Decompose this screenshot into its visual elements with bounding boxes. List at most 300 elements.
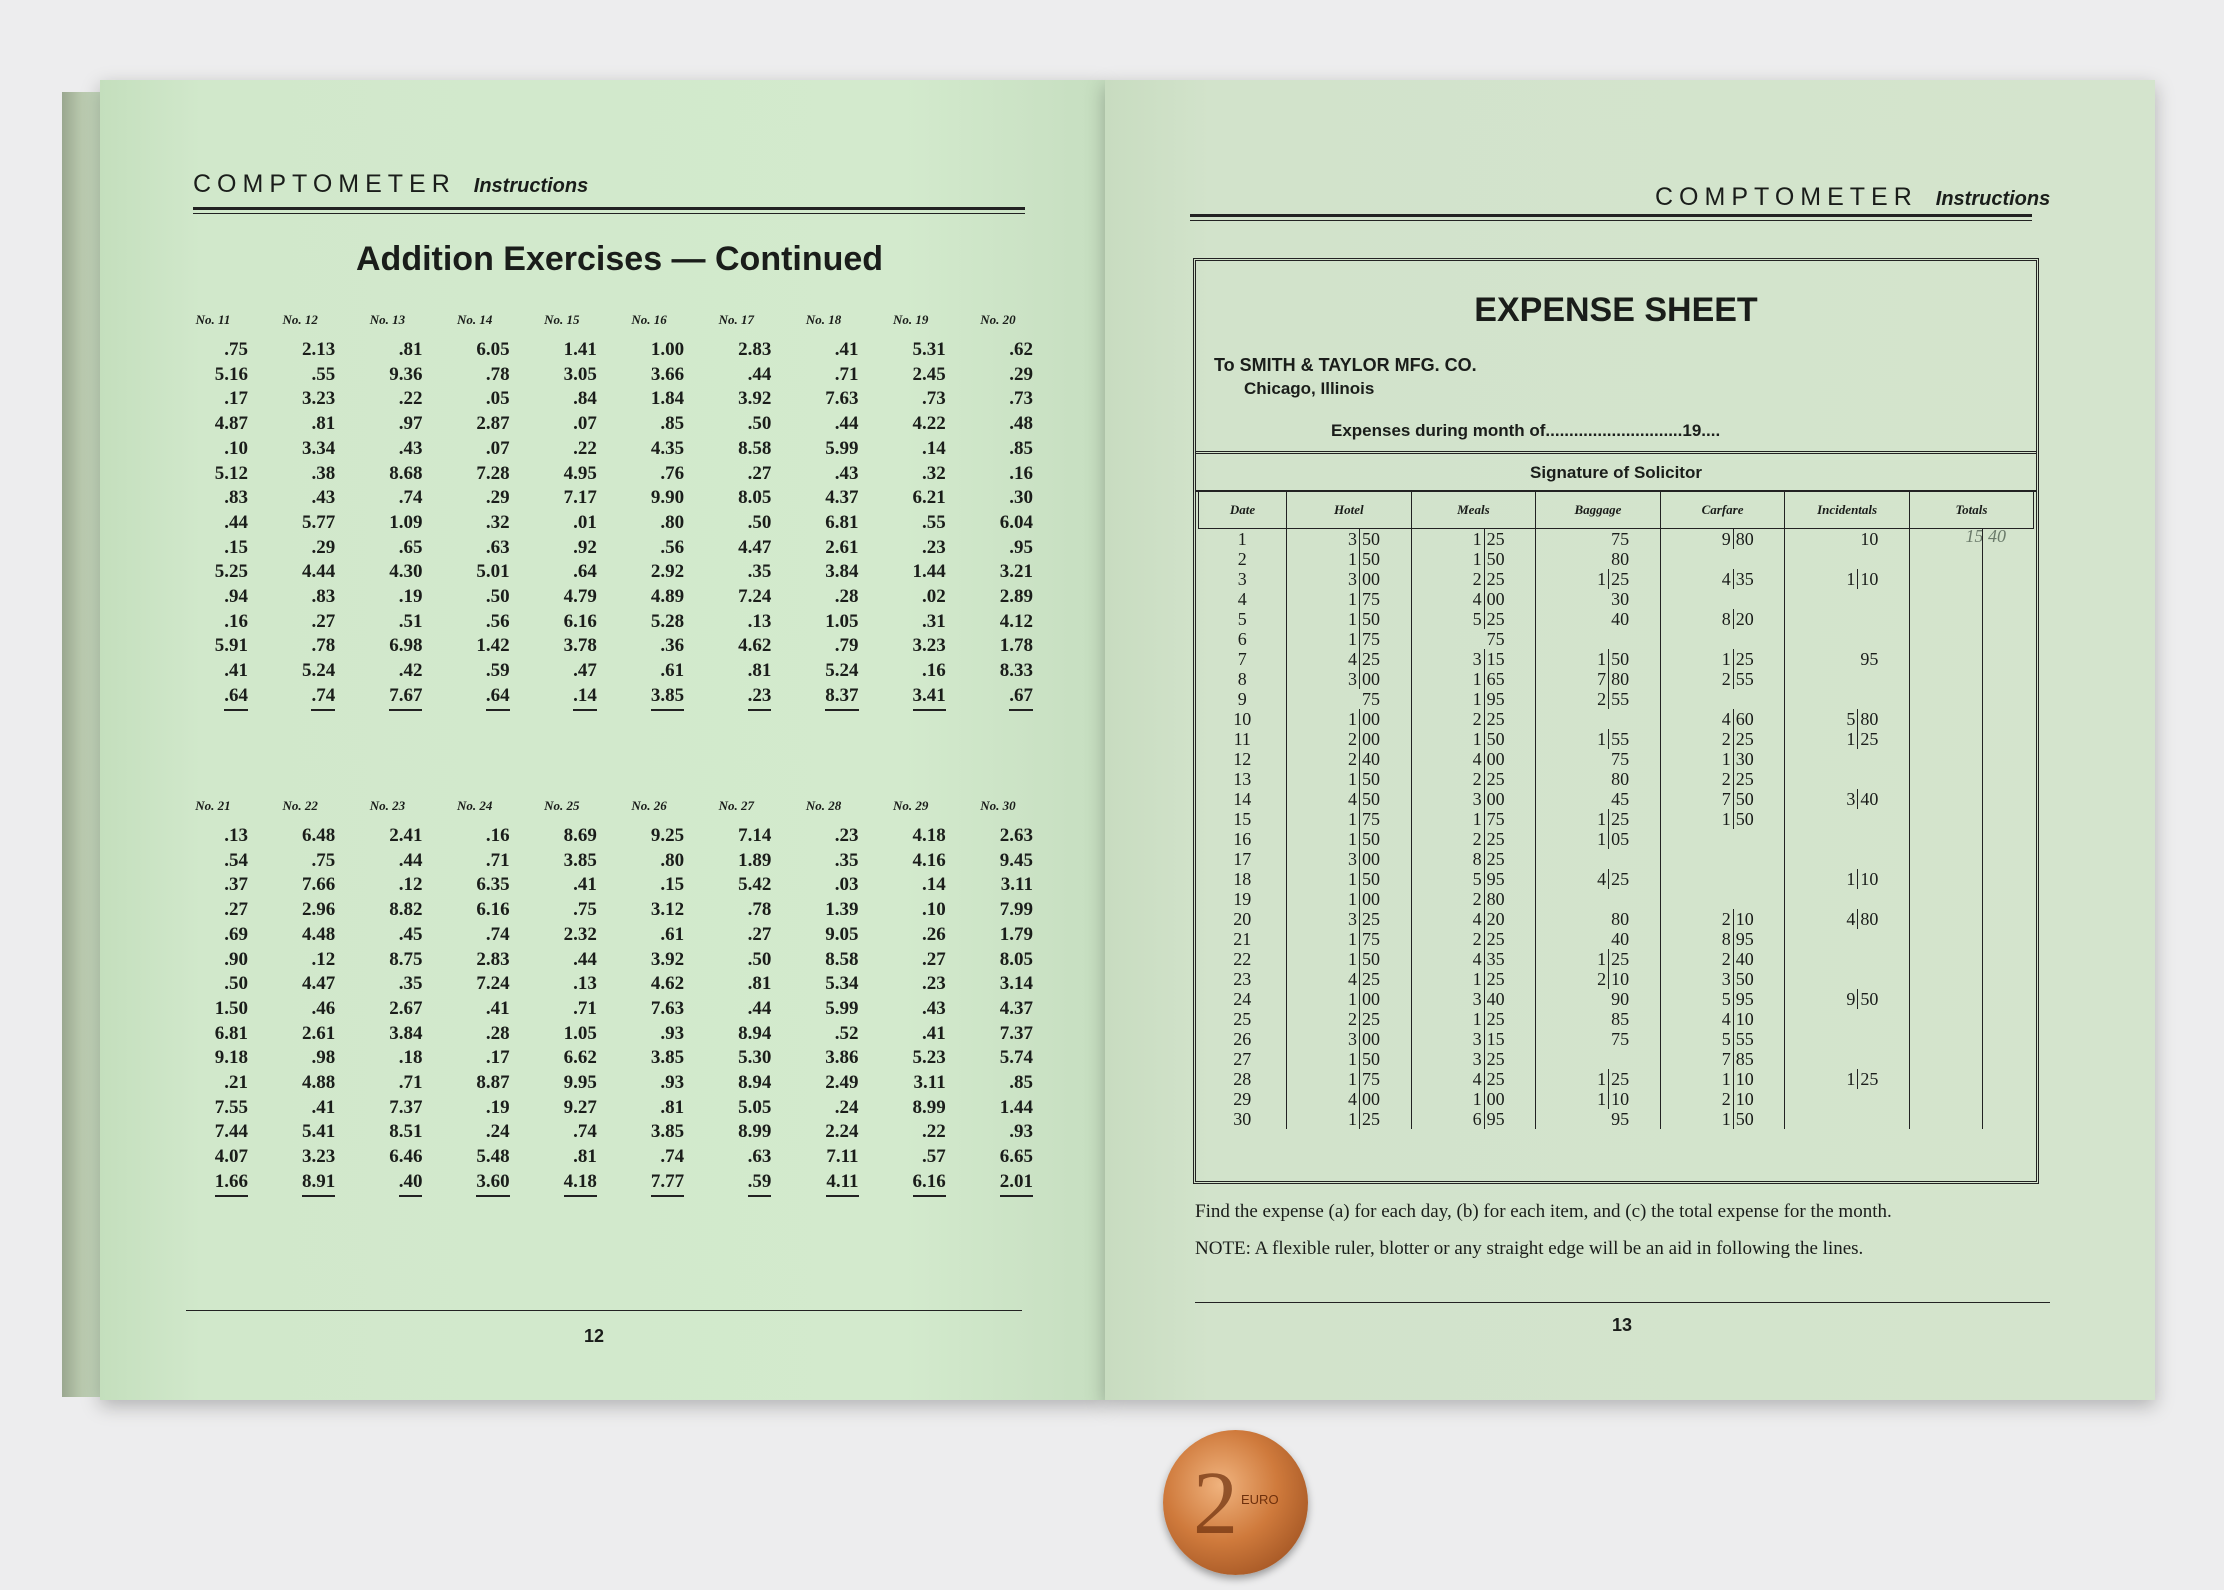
cents: 25 (1735, 769, 1754, 789)
hotel-cell (1287, 909, 1412, 929)
exercise-column (265, 312, 335, 711)
exercise-value: 1.78 (999, 635, 1033, 657)
incidentals-cell (1785, 709, 1910, 729)
exercise-value: 2.87 (476, 413, 510, 435)
carfare-cell (1660, 929, 1785, 949)
exercise-grid-top (178, 312, 1033, 711)
incidentals-cell (1785, 689, 1910, 709)
handwritten-total: 15 40 (1965, 526, 2006, 546)
table-row (1199, 1009, 2034, 1029)
sheet-divider (1196, 451, 2036, 454)
dollars: 1 (1412, 969, 1485, 989)
exercise-value: .84 (573, 388, 597, 410)
exercise-value: .27 (224, 899, 248, 921)
cents: 75 (1362, 689, 1381, 709)
baggage-cell (1536, 629, 1661, 649)
exercise-value: .02 (922, 586, 946, 608)
table-row (1199, 869, 2034, 889)
cents: 30 (1611, 589, 1630, 609)
incidentals-cell (1785, 549, 1910, 569)
hotel-cell (1287, 549, 1412, 569)
cents: 25 (1486, 529, 1505, 549)
date-cell: 8 (1237, 669, 1247, 689)
dollars: 3 (1785, 789, 1858, 809)
column-header: Carfare (1660, 492, 1785, 529)
cents: 25 (1486, 1069, 1505, 1089)
date-cell: 17 (1233, 849, 1252, 869)
hotel-cell (1287, 1089, 1412, 1109)
carfare-cell (1660, 789, 1785, 809)
dollars (1910, 1009, 1983, 1029)
cents: 85 (1611, 1009, 1630, 1029)
dollars: 5 (1661, 1029, 1734, 1049)
dollars: 2 (1412, 889, 1485, 909)
exercise-column (440, 312, 510, 711)
exercise-value: 8.33 (999, 660, 1033, 682)
exercise-value: 5.05 (738, 1096, 772, 1118)
hotel-cell (1287, 1109, 1412, 1129)
dollars: 1 (1287, 769, 1360, 789)
exercise-value: 9.45 (999, 849, 1033, 871)
carfare-cell (1660, 1069, 1785, 1089)
exercise-column (178, 798, 248, 1197)
exercise-value: 5.01 (476, 561, 510, 583)
cents: 95 (1611, 1109, 1630, 1129)
carfare-cell (1660, 1109, 1785, 1129)
exercise-value: 8.82 (389, 899, 423, 921)
dollars: 3 (1287, 669, 1360, 689)
exercise-value: .93 (660, 1022, 685, 1044)
exercise-value: .36 (660, 635, 685, 657)
exercise-value: .74 (311, 684, 335, 711)
exercise-value: .43 (311, 487, 336, 509)
dollars: 2 (1536, 969, 1609, 989)
dollars: 2 (1412, 569, 1485, 589)
exercise-value: .71 (573, 997, 597, 1019)
date-cell: 12 (1233, 749, 1252, 769)
exercise-label: No. 21 (195, 798, 231, 813)
header-brand: COMPTOMETER (1655, 183, 1918, 211)
baggage-cell (1536, 1009, 1661, 1029)
exercise-value: 7.63 (650, 997, 685, 1019)
exercise-value: 4.18 (912, 825, 946, 846)
cents: 50 (1735, 969, 1754, 989)
table-row (1199, 1049, 2034, 1069)
exercise-value: .22 (398, 388, 423, 410)
dollars: 2 (1412, 769, 1485, 789)
dollars: 2 (1661, 729, 1734, 749)
dollars (1910, 949, 1983, 969)
incidentals-cell (1785, 1009, 1910, 1029)
hotel-cell (1287, 929, 1412, 949)
date-cell: 2 (1237, 549, 1247, 569)
baggage-cell (1536, 829, 1661, 849)
cents: 00 (1486, 749, 1505, 769)
cents: 15 (1486, 649, 1505, 669)
cents: 65 (1486, 669, 1505, 689)
dollars: 1 (1536, 1089, 1609, 1109)
dollars: 1 (1412, 669, 1485, 689)
totals-cell (1909, 1009, 2033, 1029)
date-cell: 24 (1233, 989, 1252, 1009)
table-row (1199, 669, 2034, 689)
exercise-value: .55 (311, 363, 336, 385)
exercise-label: No. 16 (631, 312, 667, 327)
dollars (1910, 749, 1983, 769)
exercise-value: 3.12 (650, 899, 685, 921)
table-row (1199, 989, 2034, 1009)
exercise-value: .78 (747, 899, 772, 921)
exercise-label: No. 28 (805, 798, 842, 813)
expense-table (1198, 492, 2034, 1129)
exercise-value: .27 (747, 923, 772, 945)
incidentals-cell (1785, 589, 1910, 609)
exercise-value: .50 (747, 413, 772, 435)
exercise-value: .81 (311, 413, 336, 435)
table-row (1199, 849, 2034, 869)
exercise-value: 4.37 (999, 997, 1033, 1019)
hotel-cell (1287, 969, 1412, 989)
cents: 20 (1735, 609, 1754, 629)
exercise-label: No. 11 (195, 312, 231, 327)
date-cell: 23 (1233, 969, 1252, 989)
cents: 10 (1735, 1009, 1754, 1029)
exercise-value: 5.24 (825, 660, 859, 682)
dollars: 1 (1536, 1069, 1609, 1089)
hotel-cell (1287, 949, 1412, 969)
table-row (1199, 969, 2034, 989)
incidentals-cell (1785, 609, 1910, 629)
dollars: 4 (1412, 949, 1485, 969)
dollars (1910, 589, 1983, 609)
exercise-value: 5.99 (825, 997, 859, 1019)
exercise-value: .44 (224, 511, 248, 533)
exercise-column (527, 798, 597, 1197)
cents: 55 (1735, 1029, 1754, 1049)
table-body (1199, 529, 2034, 1130)
incidentals-cell (1785, 769, 1910, 789)
exercise-value: .61 (660, 923, 685, 945)
dollars: 8 (1412, 849, 1485, 869)
exercise-value: 9.18 (214, 1047, 248, 1069)
meals-cell (1411, 1109, 1536, 1129)
cents: 80 (1860, 709, 1879, 729)
exercise-value: .63 (747, 1146, 772, 1168)
cents: 40 (1611, 929, 1630, 949)
incidentals-cell (1785, 1069, 1910, 1089)
dollars: 4 (1661, 569, 1734, 589)
incidentals-cell (1785, 849, 1910, 869)
exercise-value: .83 (311, 586, 336, 608)
exercise-value: 8.94 (738, 1022, 772, 1044)
incidentals-cell (1785, 889, 1910, 909)
cents: 25 (1362, 649, 1381, 669)
exercise-value: .57 (922, 1146, 946, 1168)
page-number: 12 (584, 1326, 605, 1346)
exercise-value: .42 (398, 660, 423, 682)
dollars: 1 (1287, 929, 1360, 949)
table-row (1199, 1089, 2034, 1109)
header-section: Instructions (473, 175, 589, 197)
meals-cell (1411, 589, 1536, 609)
totals-cell (1909, 529, 2033, 550)
header-rule (193, 207, 1025, 210)
meals-cell (1411, 889, 1536, 909)
cents: 05 (1611, 829, 1630, 849)
exercise-value: .80 (660, 849, 685, 871)
sheet-title: EXPENSE SHEET (1474, 291, 1758, 329)
carfare-cell (1660, 609, 1785, 629)
exercise-value: 3.11 (913, 1072, 946, 1094)
dollars: 1 (1287, 1109, 1360, 1129)
dollars: 1 (1412, 1089, 1485, 1109)
table-row (1199, 789, 2034, 809)
exercise-value: 6.04 (999, 511, 1033, 533)
baggage-cell (1536, 989, 1661, 1009)
dollars (1910, 889, 1983, 909)
carfare-cell (1660, 829, 1785, 849)
exercise-value: .07 (573, 413, 597, 435)
exercise-value: 3.84 (825, 561, 859, 583)
dollars: 1 (1785, 569, 1858, 589)
exercise-value: .50 (224, 973, 248, 995)
cents: 30 (1735, 749, 1754, 769)
dollars: 1 (1287, 1049, 1360, 1069)
cents: 50 (1735, 789, 1754, 809)
dollars: 2 (1412, 929, 1485, 949)
cents: 00 (1362, 669, 1381, 689)
exercise-value: .44 (747, 363, 772, 385)
exercise-value: 1.66 (215, 1170, 248, 1197)
totals-cell (1909, 749, 2033, 769)
exercise-value: .44 (573, 948, 597, 970)
dollars: 1 (1287, 1069, 1360, 1089)
cents: 80 (1860, 909, 1879, 929)
hotel-cell (1287, 609, 1412, 629)
exercise-value: .69 (224, 923, 248, 945)
exercise-value: 2.45 (912, 363, 946, 385)
dollars (1910, 809, 1983, 829)
exercise-column (614, 798, 684, 1197)
exercise-value: 2.24 (825, 1121, 859, 1143)
exercise-value: 6.16 (476, 899, 510, 921)
exercise-value: 4.22 (912, 413, 946, 435)
exercise-value: 2.96 (301, 899, 336, 921)
exercise-value: .56 (660, 536, 685, 558)
exercise-value: 8.99 (738, 1121, 772, 1143)
exercise-value: 2.92 (650, 561, 685, 583)
note-text: NOTE: A flexible ruler, blotter or any straight edge will be an aid in following the lines. (1195, 1238, 1864, 1259)
table-row (1199, 829, 2034, 849)
dollars: 1 (1287, 949, 1360, 969)
exercise-value: .43 (834, 462, 859, 484)
totals-cell (1909, 1049, 2033, 1069)
totals-cell (1909, 1109, 2033, 1129)
cents: 50 (1362, 869, 1381, 889)
dollars: 5 (1412, 869, 1485, 889)
baggage-cell (1536, 589, 1661, 609)
incidentals-cell (1785, 969, 1910, 989)
exercise-column (963, 312, 1033, 711)
cents: 25 (1486, 929, 1505, 949)
dollars (1910, 529, 1983, 549)
exercise-value: .64 (486, 684, 510, 711)
exercise-value: .76 (660, 462, 685, 484)
dollars (1910, 849, 1983, 869)
exercise-value: 5.42 (738, 874, 772, 896)
exercise-value: 8.87 (476, 1072, 510, 1094)
totals-cell (1909, 809, 2033, 829)
exercise-value: 3.66 (650, 363, 685, 385)
cents: 95 (1860, 649, 1879, 669)
baggage-cell (1536, 789, 1661, 809)
dollars (1910, 909, 1983, 929)
exercise-value: 3.23 (301, 1146, 336, 1168)
exercise-value: 2.61 (825, 536, 859, 558)
hotel-cell (1287, 869, 1412, 889)
exercise-value: 4.18 (564, 1170, 597, 1197)
dollars (1910, 689, 1983, 709)
dollars (1910, 789, 1983, 809)
exercise-value: 1.39 (825, 899, 859, 921)
exercise-value: 3.85 (650, 1047, 685, 1069)
baggage-cell (1536, 549, 1661, 569)
exercise-value: .40 (399, 1170, 423, 1197)
date-cell: 7 (1237, 649, 1247, 669)
exercise-value: .12 (311, 948, 336, 970)
date-cell: 20 (1233, 909, 1252, 929)
exercise-value: 2.01 (1000, 1170, 1033, 1197)
exercise-value: 7.77 (651, 1170, 684, 1197)
exercise-value: 3.78 (563, 635, 597, 657)
exercise-value: 8.91 (302, 1170, 335, 1197)
dollars: 8 (1661, 929, 1734, 949)
header-section: Instructions (1935, 188, 2051, 210)
dollars: 3 (1287, 569, 1360, 589)
incidentals-cell (1785, 949, 1910, 969)
exercise-value: .16 (922, 660, 946, 682)
date-cell: 6 (1237, 629, 1247, 649)
exercise-value: 4.16 (912, 849, 946, 871)
date-cell: 19 (1233, 889, 1252, 909)
exercise-value: 6.16 (913, 1170, 946, 1197)
exercise-value: 4.62 (738, 635, 772, 657)
exercise-value: .46 (311, 997, 336, 1019)
exercise-value: 5.99 (825, 437, 859, 459)
totals-cell (1909, 629, 2033, 649)
carfare-cell (1660, 889, 1785, 909)
date-cell: 25 (1233, 1009, 1252, 1029)
dollars: 1 (1287, 809, 1360, 829)
cents: 80 (1486, 889, 1505, 909)
dollars: 3 (1412, 1049, 1485, 1069)
totals-cell (1909, 829, 2033, 849)
exercise-value: 2.83 (476, 948, 510, 970)
carfare-cell (1660, 1049, 1785, 1069)
exercise-value: 6.65 (999, 1146, 1033, 1168)
cents: 80 (1611, 549, 1630, 569)
exercise-value: 5.16 (214, 363, 248, 385)
exercise-value: 3.85 (563, 849, 597, 871)
cents: 25 (1611, 869, 1630, 889)
left-page-header (193, 170, 588, 199)
dollars (1910, 709, 1983, 729)
column-header: Meals (1411, 492, 1536, 529)
exercise-value: 7.63 (825, 388, 859, 410)
totals-cell (1909, 689, 2033, 709)
hotel-cell (1287, 649, 1412, 669)
dollars: 3 (1287, 1029, 1360, 1049)
exercise-column (352, 312, 422, 711)
totals-cell (1909, 549, 2033, 569)
carfare-cell (1660, 849, 1785, 869)
exercise-value: 5.31 (912, 339, 946, 360)
cents: 80 (1611, 669, 1630, 689)
exercise-value: .67 (1009, 684, 1033, 711)
exercise-value: .27 (922, 948, 946, 970)
exercise-value: 4.62 (650, 973, 685, 995)
dollars: 2 (1661, 949, 1734, 969)
city-line: Chicago, Illinois (1244, 379, 1375, 398)
exercise-value: 8.94 (738, 1072, 772, 1094)
baggage-cell (1536, 949, 1661, 969)
date-cell: 16 (1233, 829, 1252, 849)
exercise-value: .85 (660, 413, 685, 435)
baggage-cell (1536, 649, 1661, 669)
cents: 00 (1362, 1029, 1381, 1049)
dollars (1910, 929, 1983, 949)
incidentals-cell (1785, 729, 1910, 749)
exercise-value: 5.24 (301, 660, 336, 682)
totals-cell (1909, 949, 2033, 969)
dollars (1910, 1029, 1983, 1049)
exercise-value: .35 (747, 561, 772, 583)
meals-cell (1411, 529, 1536, 550)
cents: 25 (1486, 769, 1505, 789)
exercise-value: .28 (485, 1022, 510, 1044)
exercise-value: .63 (485, 536, 510, 558)
exercise-value: .78 (311, 635, 336, 657)
exercise-value: .81 (573, 1146, 597, 1168)
exercise-value: .71 (398, 1072, 423, 1094)
exercise-value: .31 (922, 610, 946, 632)
exercise-value: 4.48 (301, 923, 336, 945)
exercise-value: .85 (1009, 1072, 1033, 1094)
dollars: 9 (1785, 989, 1858, 1009)
exercise-column (701, 798, 771, 1197)
dollars: 1 (1287, 609, 1360, 629)
euro-coin (1163, 1430, 1308, 1575)
exercise-label: No. 13 (369, 312, 406, 327)
dollars: 4 (1287, 789, 1360, 809)
meals-cell (1411, 549, 1536, 569)
cents: 75 (1486, 809, 1505, 829)
exercise-value: 4.44 (301, 561, 336, 583)
table-row (1199, 1029, 2034, 1049)
exercise-value: 2.61 (301, 1022, 336, 1044)
totals-cell (1909, 669, 2033, 689)
exercise-value: .14 (922, 874, 946, 896)
dollars: 1 (1287, 829, 1360, 849)
exercise-value: 5.34 (825, 973, 859, 995)
dollars: 1 (1287, 709, 1360, 729)
totals-cell (1909, 869, 2033, 889)
dollars: 1 (1661, 1069, 1734, 1089)
exercise-value: 8.58 (738, 437, 772, 459)
cents: 50 (1860, 989, 1879, 1009)
totals-cell (1909, 909, 2033, 929)
exercise-value: 3.60 (476, 1170, 509, 1197)
